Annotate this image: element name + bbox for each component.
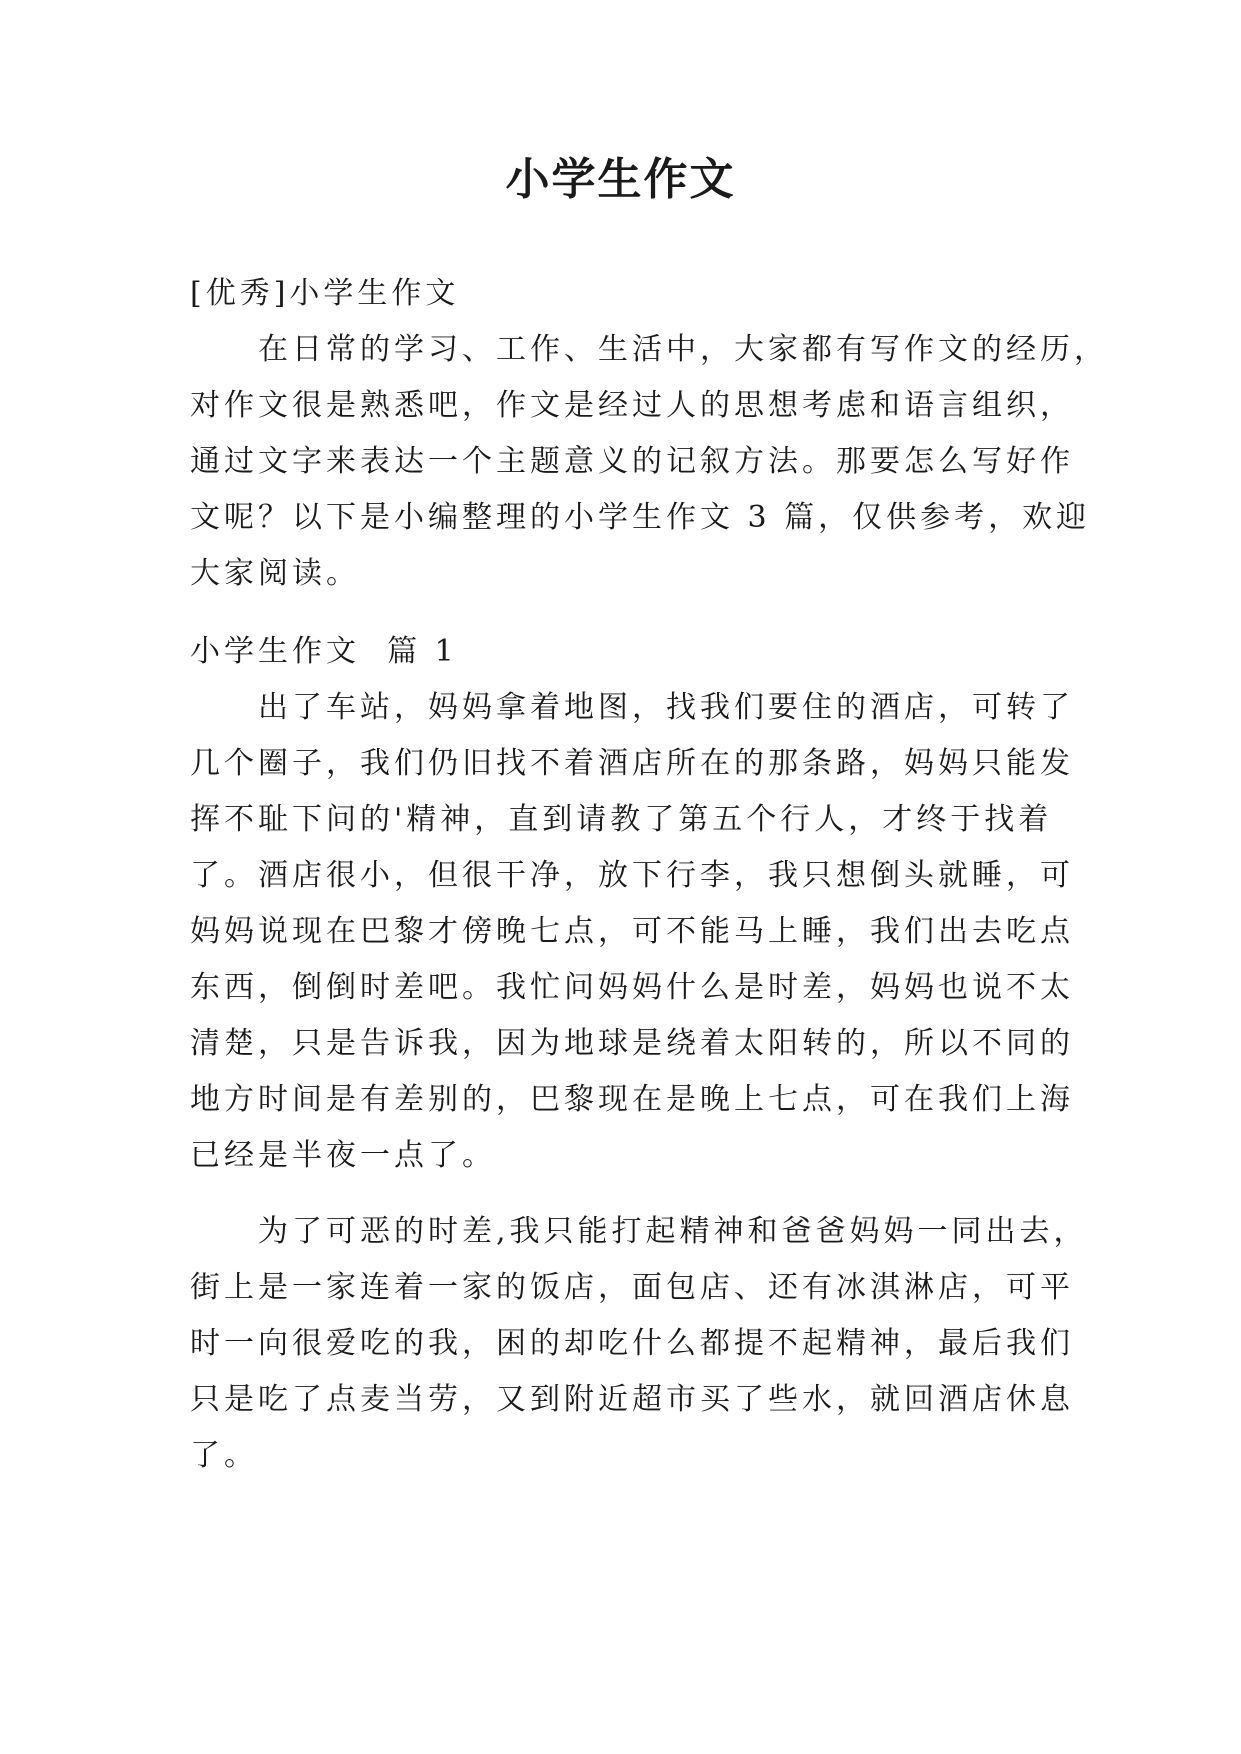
document-title: 小学生作文 [505,154,736,205]
paragraph-1 [190,680,1074,1184]
text-line: 只是吃了点麦当劳，又到附近超市买了些水，就回酒店休息 [190,1382,1074,1417]
section-heading [190,624,1070,680]
text-line: 了。酒店很小，但很干净，放下行李，我只想倒头就睡，可 [190,858,1074,893]
text-line: 时一向很爱吃的我，困的却吃什么都提不起精神，最后我们 [190,1326,1074,1361]
text-line: 东西，倒倒时差吧。我忙问妈妈什么是时差，妈妈也说不太 [190,970,1074,1005]
text-line: 几个圈子，我们仍旧找不着酒店所在的那条路，妈妈只能发 [190,746,1074,781]
text-line: 清楚，只是告诉我，因为地球是绕着太阳转的，所以不同的 [190,1026,1074,1061]
text-line: 了。 [190,1438,258,1473]
text-line: 妈妈说现在巴黎才傍晚七点，可不能马上睡，我们出去吃点 [190,914,1074,949]
text-line: 出了车站，妈妈拿着地图，找我们要住的酒店，可转了 [258,690,1074,725]
intro-paragraph [190,322,1108,602]
text-line: 在日常的学习、工作、生活中，大家都有写作文的经历， [258,332,1108,367]
text-line: 街上是一家连着一家的饭店，面包店、还有冰淇淋店，可平 [190,1270,1074,1305]
text-line: 挥不耻下问的'精神，直到请教了第五个行人，才终于找着 [190,802,1053,837]
paragraph-2 [190,1204,1088,1484]
document-subtitle [190,266,1070,322]
text-line: 文呢？以下是小编整理的小学生作文 3 篇，仅供参考，欢迎 [190,500,1091,535]
text-line: 通过文字来表达一个主题意义的记叙方法。那要怎么写好作 [190,444,1074,479]
text-line: 为了可恶的时差,我只能打起精神和爸爸妈妈一同出去， [258,1214,1088,1249]
text-line: 大家阅读。 [190,556,360,591]
text-line: 已经是半夜一点了。 [190,1138,496,1173]
section-heading-line: 小学生作文 篇 1 [190,634,458,669]
text-line: 对作文很是熟悉吧，作文是经过人的思想考虑和语言组织， [190,388,1074,423]
subtitle-line: [优秀]小学生作文 [190,276,460,311]
text-line: 地方时间是有差别的，巴黎现在是晚上七点，可在我们上海 [190,1082,1074,1117]
